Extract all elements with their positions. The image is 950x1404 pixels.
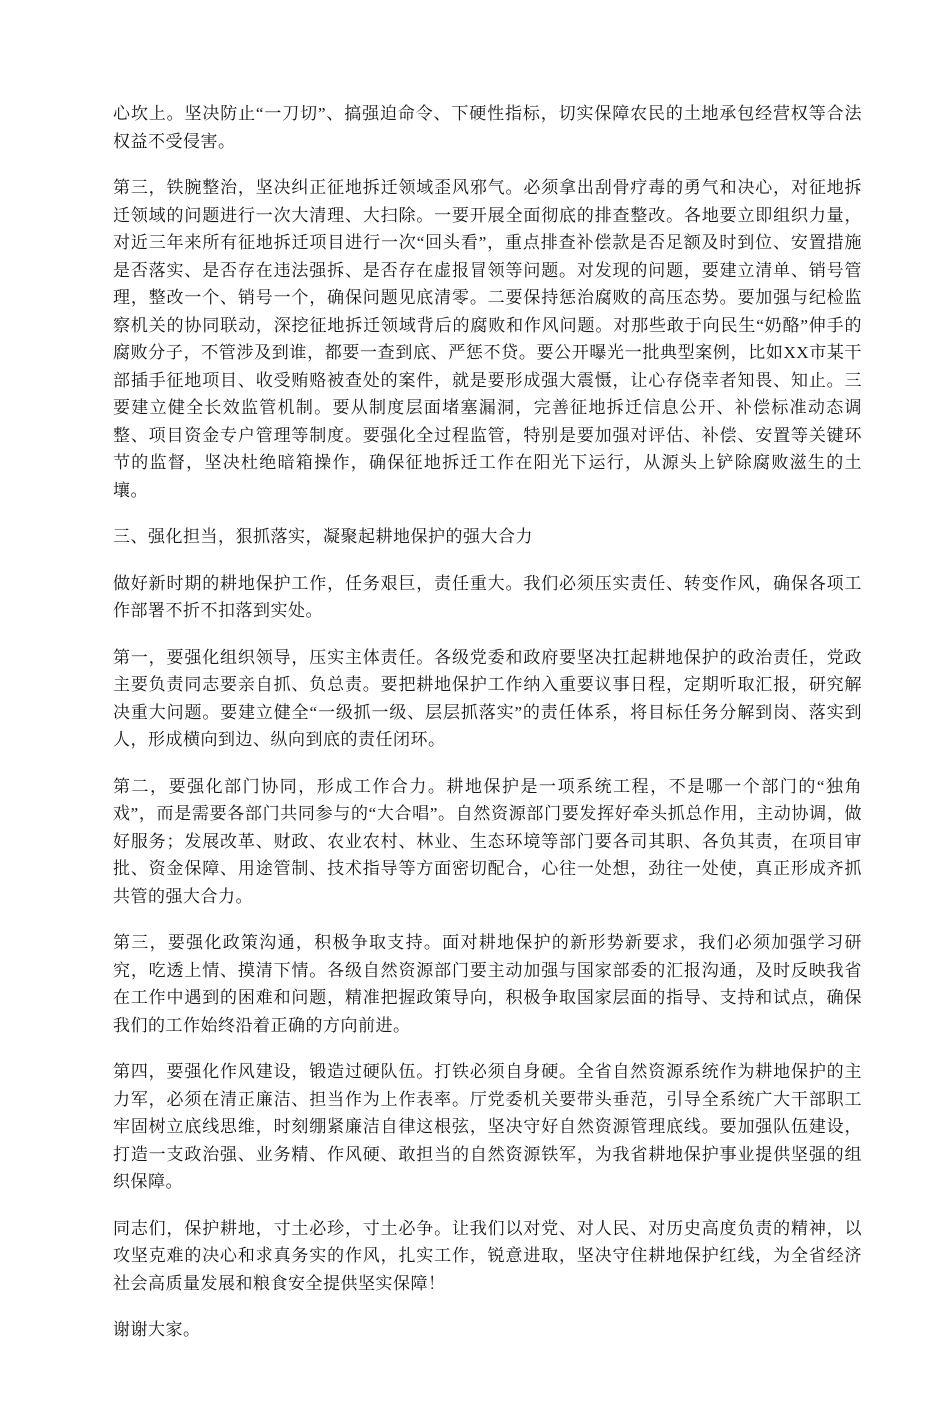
- paragraph-section-intro: 做好新时期的耕地保护工作，任务艰巨，责任重大。我们必须压实责任、转变作风，确保各项工作部署不折不扣落到实处。: [113, 573, 862, 620]
- paragraph-third-point-rectification: 第三，铁腕整治，坚决纠正征地拆迁领域歪风邪气。必须拿出刮骨疗毒的勇气和决心，对征地拆迁领域的问题进行一次大清理、大扫除。一要开展全面彻底的排查整改。各地要立即组织力量，对近三年来所有征地拆迁项目进行一次“回头看”，重点排查补偿款是否足额及时到位、安置措施是否落实、是否存在违法强拆、是否存在虚报冒领等问题。对发现的问题，要建立清单、销号管理，整改一个、销号一个，确保问题见底清零。二要保持惩治腐败的高压态势。要加强与纪检监察机关的协同联动，深挖征地拆迁领域背后的腐败和作风问题。对那些敢于向民生“奶酪”伸手的腐败分子，不管涉及到谁，都要一查到底、严惩不贷。要公开曝光一批典型案例，比如XX市某干部插手征地项目、收受贿赂被查处的案件，就是要形成强大震慑，让心存侥幸者知畏、知止。三要建立健全长效监管机制。要从制度层面堵塞漏洞，完善征地拆迁信息公开、补偿标准动态调整、项目资金专户管理等制度。要强化全过程监管，特别是要加强对评估、补偿、安置等关键环节的监督，坚决杜绝暗箱操作，确保征地拆迁工作在阳光下运行，从源头上铲除腐败滋生的土壤。: [113, 178, 862, 500]
- paragraph-thanks: 谢谢大家。: [113, 1320, 201, 1339]
- paragraph-fourth-point-workstyle: 第四，要强化作风建设，锻造过硬队伍。打铁必须自身硬。全省自然资源系统作为耕地保护的主力军，必须在清正廉洁、担当作为上作表率。厅党委机关要带头垂范，引导全系统广大干部职工牢固树立底线思维，时刻绷紧廉洁自律这根弦，坚决守好自然资源管理底线。要加强队伍建设，打造一支政治强、业务精、作风硬、敢担当的自然资源铁军，为我省耕地保护事业提供坚强的组织保障。: [113, 1062, 862, 1191]
- paragraph-third-point-policy: 第三，要强化政策沟通，积极争取支持。面对耕地保护的新形势新要求，我们必须加强学习研究，吃透上情、摸清下情。各级自然资源部门要主动加强与国家部委的汇报沟通，及时反映我省在工作中遇到的困难和问题，精准把握政策导向，积极争取国家层面的指导、支持和试点，确保我们的工作始终沿着正确的方向前进。: [113, 933, 862, 1035]
- paragraph-continuation: 心坎上。坚决防止“一刀切”、搞强迫命令、下硬性指标，切实保障农民的土地承包经营权等合法权益不受侵害。: [113, 104, 862, 151]
- section-heading-three: 三、强化担当，狠抓落实，凝聚起耕地保护的强大合力: [113, 527, 533, 546]
- paragraph-closing-appeal: 同志们，保护耕地，寸土必珍，寸土必争。让我们以对党、对人民、对历史高度负责的精神，以攻坚克难的决心和求真务实的作风，扎实工作，锐意进取，坚决守住耕地保护红线，为全省经济社会高质量发展和粮食安全提供坚实保障！: [113, 1218, 862, 1293]
- paragraph-first-point-leadership: 第一，要强化组织领导，压实主体责任。各级党委和政府要坚决扛起耕地保护的政治责任，党政主要负责同志要亲自抓、负总责。要把耕地保护工作纳入重要议事日程，定期听取汇报，研究解决重大问题。要建立健全“一级抓一级、层层抓落实”的责任体系，将目标任务分解到岗、落实到人，形成横向到边、纵向到底的责任闭环。: [113, 647, 862, 749]
- paragraph-second-point-coordination: 第二，要强化部门协同，形成工作合力。耕地保护是一项系统工程，不是哪一个部门的“独角戏”，而是需要各部门共同参与的“大合唱”。自然资源部门要发挥好牵头抓总作用，主动协调，做好服务；发展改革、财政、农业农村、林业、生态环境等部门要各司其职、各负其责，在项目审批、资金保障、用途管制、技术指导等方面密切配合，心往一处想，劲往一处使，真正形成齐抓共管的强大合力。: [113, 776, 862, 906]
